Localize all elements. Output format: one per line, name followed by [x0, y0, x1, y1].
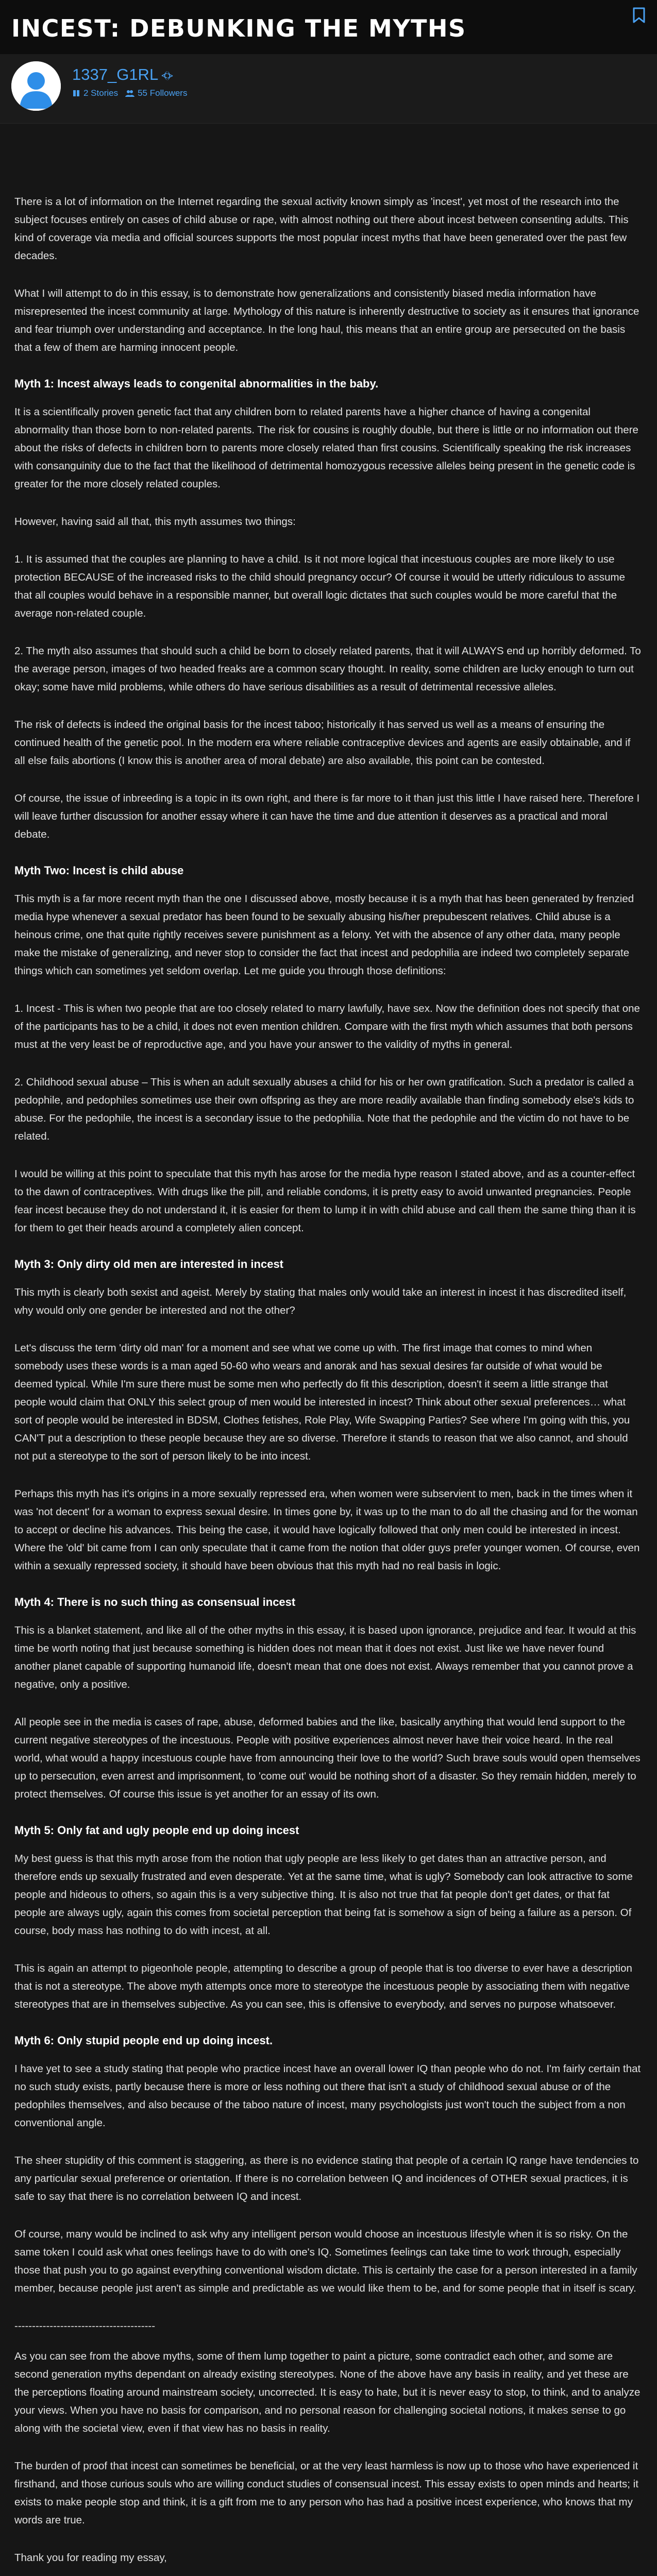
paragraph: This is again an attempt to pigeonhole people, attempting to describe a group of people that is too diverse to ever have a description that is not a stereotype. The above myth attempts once more to stereotype the incestuous people by associating them with negative stereotypes that are in themselves subjective. As you can see, this is offensive to everybody, and serves no purpose whatsoever. [14, 1962, 632, 2010]
article-body [0, 124, 657, 2576]
section-heading: Myth 3: Only dirty old men are interested in incest [14, 1258, 284, 1270]
paragraph: This myth is clearly both sexist and ageist. Merely by stating that males only would take an interest in incest it has discredited itself, why would only one gender be interested and not the other? [14, 1286, 627, 1316]
paragraph: Of course, many would be inclined to ask why any intelligent person would choose an incestuous lifestyle when it is so risky. On the same token I could ask what ones feelings have to do with one's IQ. Sometimes feelings can take time to work through, especially those that push you to go against everything conventional wisdom dictate. This is certainly the case for a person interested in a family member, because people just aren't as simple and predictable as we would like them to be, and for some people that in itself is scary. [14, 2228, 637, 2294]
paragraph: What I will attempt to do in this essay, is to demonstrate how generalizations and consistently biased media information have misrepresented the incest community at large. Mythology of this nature is inherently destructive to society as it ensures that ignorance and fear triumph over understanding and acceptance. In the long haul, this means that an entire group are persecuted on the basis that a few of them are harming innocent people. [14, 287, 639, 353]
followers-icon [125, 89, 134, 97]
divider: ---------------------------------------- [14, 2320, 156, 2332]
paragraph: I would be willing at this point to speculate that this myth has arose for the media hype reason I stated above, and as a counter-effect to the dawn of contraceptives. With drugs like the pill, and reliable condoms, it is pretty easy to avoid unwanted pregnancies. People fear incest because they do not understand it, it is easier for them to lump it in with child abuse and call them the same thing than it is for them to get their heads around a completely alien concept. [14, 1168, 636, 1234]
book-icon [72, 89, 80, 97]
section-heading: Myth 5: Only fat and ugly people end up doing incest [14, 1824, 299, 1837]
stories-label: 2 Stories [83, 88, 119, 98]
paragraph: The sheer stupidity of this comment is staggering, as there is no evidence stating that people of a certain IQ range have tendencies to any particular sexual preference or orientation. If there is no correlation between IQ and incidences of OTHER sexual practices, it is safe to say that there is no correlation between IQ and incest. [14, 2155, 639, 2202]
paragraph: The risk of defects is indeed the original basis for the incest taboo; historically it has served us well as a means of ensuring the continued health of the genetic pool. In the modern era where reliable contraceptive devices and agents are easily obtainable, and if all else fails abortions (I know this is another area of moral debate) are also available, this point can be contested. [14, 719, 631, 767]
author-name[interactable] [72, 65, 173, 84]
paragraph: 1. Incest - This is when two people that are too closely related to marry lawfully, have sex. Now the definition does not specify that one of the participants has to be a child, it does not even mention children. Compare with the first myth which assumes that both persons must at the very least be of reproductive age, and you have your answer to the validity of myths in general. [14, 1003, 640, 1050]
section-heading: Myth 4: There is no such thing as consensual incest [14, 1596, 296, 1608]
paragraph: Of course, the issue of inbreeding is a topic in its own right, and there is far more to it than just this little I have raised here. Therefore I will leave further discussion for another essay where it can have the time and due attention it deserves as a practical and moral debate. [14, 792, 640, 840]
section-heading: Myth 1: Incest always leads to congenital abnormalities in the baby. [14, 377, 379, 390]
paragraph: 1. It is assumed that the couples are planning to have a child. Is it not more logical that incestuous couples are more likely to use protection BECAUSE of the increased risks to the child should pregnancy occur? Of course it would be utterly ridiculous to assume that all couples would behave in a responsible manner, but overall logic dictates that such couples would be more careful that the average non-related couple. [14, 553, 626, 619]
story-title: INCEST: DEBUNKING THE MYTHS [11, 14, 466, 42]
site-header [0, 0, 657, 54]
author-bar [0, 54, 657, 124]
author-stats [72, 88, 187, 98]
verified-icon: ⦓⦔ [161, 70, 173, 81]
paragraph: However, having said all that, this myth assumes two things: [14, 516, 296, 528]
bookmark-icon[interactable] [632, 7, 646, 24]
paragraph: 2. The myth also assumes that should such a child be born to closely related parents, that it will ALWAYS end up horribly deformed. To the average person, images of two headed freaks are a common scary thought. In reality, some children are lucky enough to turn out okay; some have mild problems, while others do have serious disabilities as a result of detrimental recessive alleles. [14, 645, 641, 693]
followers-label: 55 Followers [138, 88, 188, 98]
stories-count[interactable] [72, 88, 118, 98]
paragraph: All people see in the media is cases of rape, abuse, deformed babies and the like, basically anything that would lend support to the current negative stereotypes of the incestuous. People with positive experiences almost never have their voice heard. In the real world, what would a happy incestuous couple have from announcing their love to the world? Such brave souls would open themselves up to persecution, even arrest and imprisonment, to 'come out' would be nothing short of a disaster. So they remain hidden, merely to protect themselves. Of course this issue is yet another for an essay of its own. [14, 1716, 641, 1800]
author-name-text[interactable]: 1337_G1RL [72, 65, 159, 83]
paragraph: This myth is a far more recent myth than the one I discussed above, mostly because it is a myth that has been generated by frenzied media hype whenever a sexual predator has been found to be sexually abusing his/her prepubescent relatives. Child abuse is a heinous crime, one that quite rightly receives severe punishment as a felony. Yet with the absence of any other data, many people make the mistake of generalizing, and never stop to consider the fact that incest and pedophilia are indeed two completely separate things which can sometimes yet seldom overlap. Let me guide you through those definitions: [14, 893, 634, 977]
paragraph: The burden of proof that incest can sometimes be beneficial, or at the very least harmless is now up to those who have experienced it firsthand, and those curious souls who are willing conduct studies of consensual incest. This essay exists to open minds and hearts; it exists to make people stop and think, it is a gift from me to any person who has had a positive incest experience, who knows that my words are true. [14, 2460, 638, 2526]
avatar[interactable] [11, 61, 61, 111]
paragraph: Perhaps this myth has it's origins in a more sexually repressed era, when women were subservient to men, back in the times when it was 'not decent' for a woman to express sexual desire. In times gone by, it was up to the man to do all the chasing and for the woman to accept or decline his advances. This being the case, it would have logically followed that only men could be interested in incest. Where the 'old' bit came from I can only speculate that it came from the notion that older guys prefer younger women. Of course, even within a sexually repressed society, it should have been obvious that this myth had no real basis in logic. [14, 1488, 640, 1572]
paragraph: It is a scientifically proven genetic fact that any children born to related parents have a higher chance of having a congenital abnormality than those born to non-related parents. The risk for cousins is roughly double, but there is little or no information out there about the risks of defects in children born to parents more closely related than first cousins. Scientifically speaking the risk increases with consanguinity due to the fact that the likelihood of detrimental homozygous recessive alleles being present in the genetic code is greater for the more closely related couples. [14, 406, 638, 490]
paragraph: My best guess is that this myth arose from the notion that ugly people are less likely to get dates than an attractive person, and therefore ends up sexually frustrated and even desperate. Yet at the same time, what is ugly? Somebody can look attractive to some people and hideous to others, so again this is a very subjective thing. It is also not true that fat people don't get dates, or that fat people are always ugly, again this comes from societal perception that being fat is somehow a sign of being a failure as a person. Of course, body mass has nothing to do with incest, at all. [14, 1853, 633, 1937]
paragraph: Thank you for reading my essay, [14, 2552, 167, 2564]
section-heading: Myth 6: Only stupid people end up doing incest. [14, 2034, 273, 2047]
paragraph: As you can see from the above myths, some of them lump together to paint a picture, some contradict each other, and some are second generation myths dependant on already existing stereotypes. None of the above have any basis in reality, and yet these are the perceptions floating around mainstream society, uncorrected. It is easy to hate, but it is never easy to stop, to think, and to analyze your views. When you have no basis for comparison, and no personal reason for challenging societal notions, it makes sense to go along with the societal view, even if that view has no basis in reality. [14, 2350, 641, 2434]
section-heading: Myth Two: Incest is child abuse [14, 864, 184, 877]
paragraph: Let's discuss the term 'dirty old man' for a moment and see what we come up with. The first image that comes to mind when somebody uses these words is a man aged 50-60 who wears and anorak and has sexual desires far outside of what would be deemed typical. While I'm sure there must be some men who perfectly do fit this description, doesn't it seem a little strange that people would claim that ONLY this select group of men would be interested in incest? Think about other sexual preferences… what sort of people would be interested in BDSM, Clothes fetishes, Role Play, Wife Swapping Parties? See where I'm going with this, you CAN'T put a description to these people because they are so diverse. Therefore it stands to reason that we also cannot, and should not put a stereotype to the sort of person likely to be into incest. [14, 1342, 630, 1462]
paragraph: 2. Childhood sexual abuse – This is when an adult sexually abuses a child for his or her own gratification. Such a predator is called a pedophile, and pedophiles sometimes use their own offspring as they are more readily available than finding somebody else's kids to abuse. For the pedophile, the incest is a secondary issue to the pedophilia. Note that the pedophile and the victim do not have to be related. [14, 1076, 634, 1142]
followers-count[interactable] [125, 88, 187, 98]
paragraph: There is a lot of information on the Internet regarding the sexual activity known simply as 'incest', yet most of the research into the subject focuses entirely on cases of child abuse or rape, with almost nothing out there about incest between consenting adults. This kind of coverage via media and official sources supports the most popular incest myths that have been generated over the past few decades. [14, 196, 629, 262]
paragraph: I have yet to see a study stating that people who practice incest have an overall lower IQ than people who do not. I'm fairly certain that no such study exists, partly because there is more or less nothing out there that isn't a study of childhood sexual abuse or of the pedophiles themselves, and also because of the taboo nature of incest, many psychologists just won't touch the subject from a non conventional angle. [14, 2063, 641, 2129]
paragraph: This is a blanket statement, and like all of the other myths in this essay, it is based upon ignorance, prejudice and fear. It would at this time be worth noting that just because something is hidden does not mean that it does not exist. Just like we have never found another planet capable of supporting humanoid life, doesn't mean that one does not exist. Always remember that you cannot prove a negative, only a positive. [14, 1624, 636, 1690]
